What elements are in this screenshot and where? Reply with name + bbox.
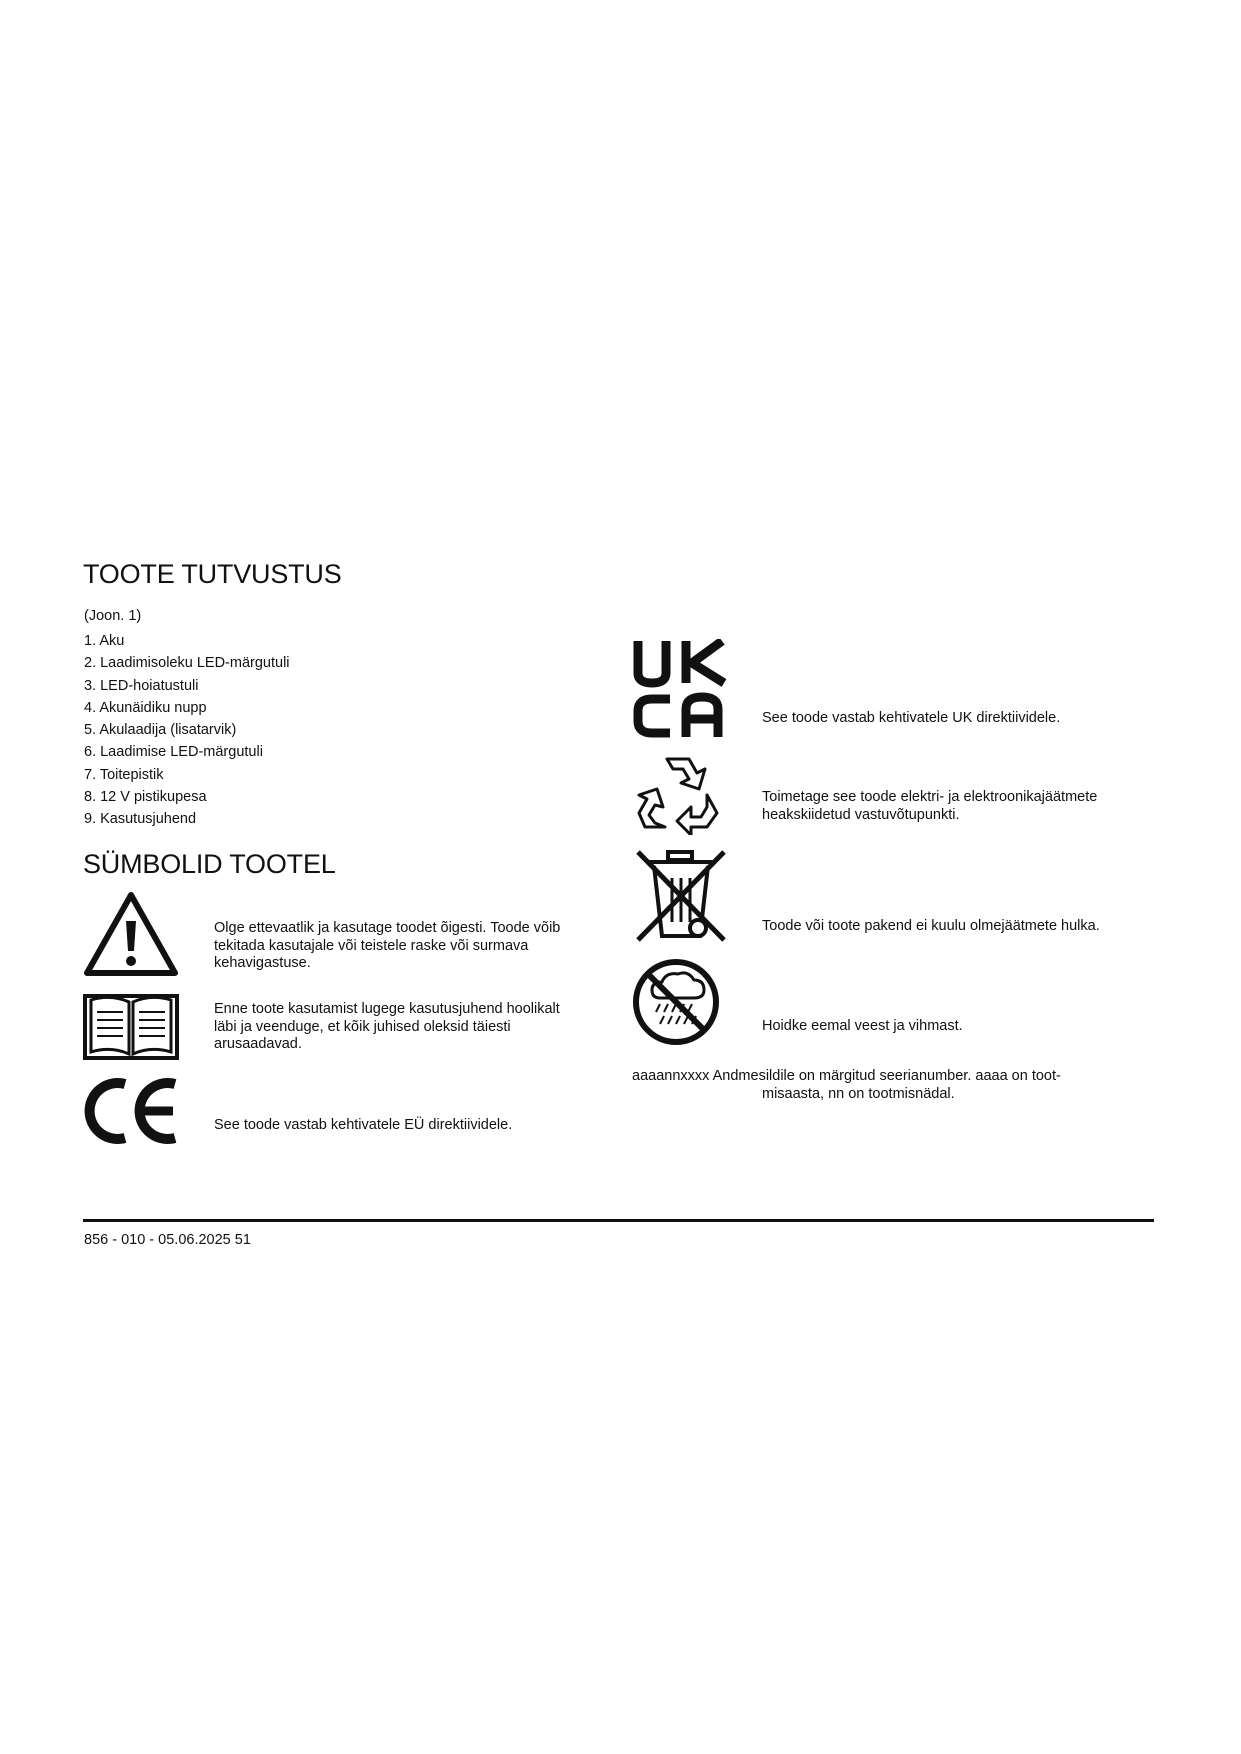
serial-description [632, 1068, 1061, 1086]
list-item: 9. Kasutusjuhend [84, 811, 197, 828]
list-item: 7. Toitepistik [84, 766, 164, 783]
symbol-description: Toode või toote pakend ei kuulu olmejäätmete hulka. [762, 918, 1100, 934]
page-number: 51 [234, 1232, 251, 1248]
symbol-description: Toimetage see toode elektri- ja elektroonikajäätmete heakskiidetud vastuvõtupunkti. [762, 789, 1098, 823]
serial-text-line2: misaasta, nn on tootmisnädal. [762, 1086, 955, 1102]
footer-rule [83, 1219, 1154, 1222]
serial-code: aaaannxxxx [632, 1068, 710, 1084]
symbol-description: See toode vastab kehtivatele EÜ direktiividele. [214, 1117, 513, 1133]
footer [84, 1232, 251, 1250]
ukca-mark-icon [632, 639, 730, 739]
symbol-description: Olge ettevaatlik ja kasutage toodet õigesti. Toode võib tekitada kasutajale või teistele raske või surmava kehavigastuse. [214, 920, 561, 971]
symbol-description: See toode vastab kehtivatele UK direktiividele. [762, 710, 1061, 726]
list-item: 6. Laadimise LED-märgutuli [84, 744, 263, 761]
doc-reference: 856 - 010 - 05.06.2025 [84, 1232, 231, 1248]
list-item: 1. Aku [84, 633, 125, 649]
recycle-icon [635, 749, 721, 835]
manual-book-icon [83, 992, 179, 1062]
section-title-symbols: SÜMBOLID TOOTEL [83, 849, 336, 879]
list-item: 8. 12 V pistikupesa [84, 789, 207, 806]
component-list [84, 630, 290, 831]
crossed-out-bin-icon [634, 848, 728, 944]
symbol-description: Enne toote kasutamist lugege kasutusjuhend hoolikalt läbi ja veenduge, et kõik juhised oleksid täiesti arusaadavad. [214, 1001, 560, 1052]
serial-text-line1: Andmesildile on märgitud seerianumber. aaaa on toot- [712, 1068, 1061, 1084]
list-item: 2. Laadimisoleku LED-märgutuli [84, 655, 290, 672]
list-item: 5. Akulaadija (lisatarvik) [84, 722, 237, 739]
figure-reference: (Joon. 1) [84, 608, 142, 624]
section-title-intro: TOOTE TUTVUSTUS [83, 559, 342, 589]
list-item: 3. LED-hoiatustuli [84, 677, 199, 694]
ce-mark-icon [83, 1076, 183, 1146]
no-rain-icon [632, 958, 720, 1046]
warning-triangle-icon [83, 891, 179, 977]
list-item: 4. Akunäidiku nupp [84, 699, 207, 716]
symbol-description: Hoidke eemal veest ja vihmast. [762, 1018, 963, 1034]
